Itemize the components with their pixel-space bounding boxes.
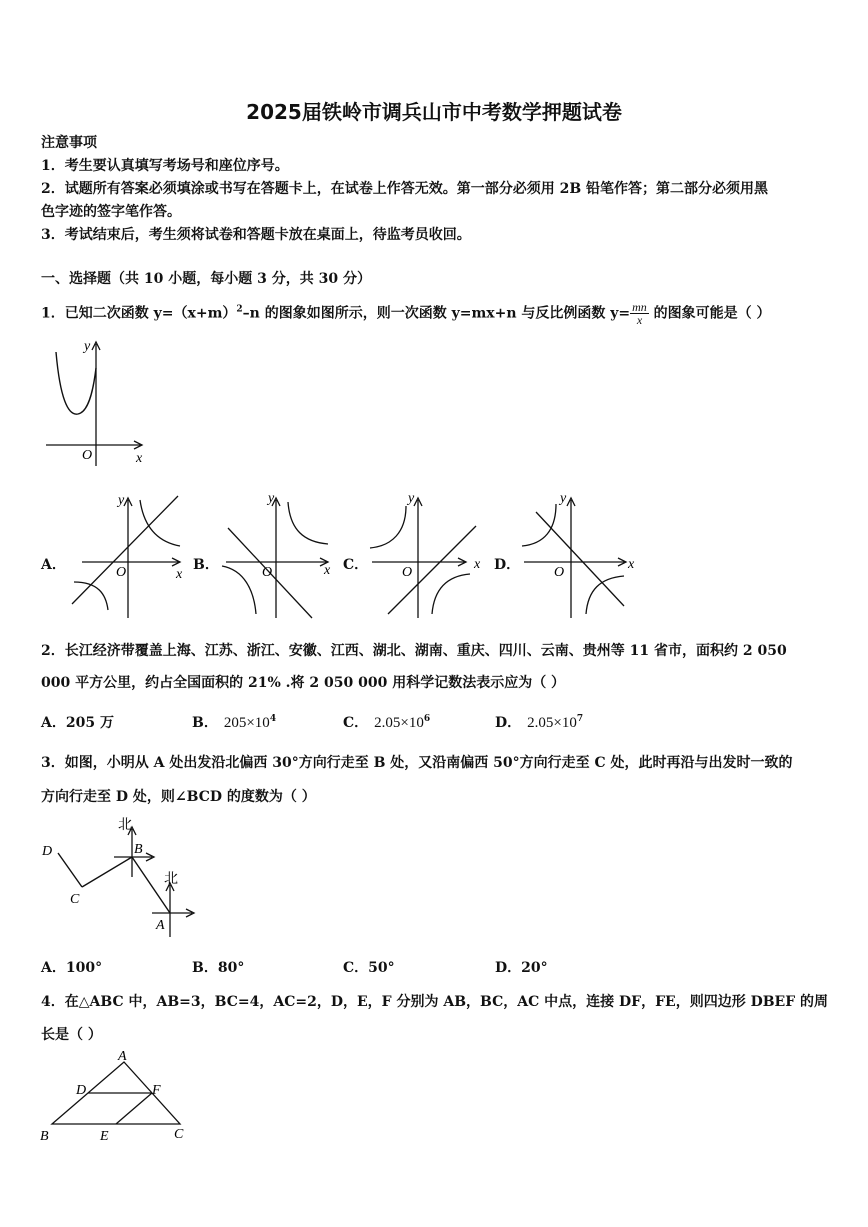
q1-option-b-graph	[216, 490, 336, 620]
q3-north-label-2: 北	[164, 872, 178, 887]
optC-y: y	[408, 491, 415, 506]
optD-y: y	[560, 491, 567, 506]
q1-option-b-label: B．	[193, 557, 219, 573]
q2-option-d-value: 2.05×10	[527, 715, 577, 731]
optA-y: y	[118, 493, 125, 508]
q4-point-c: C	[174, 1127, 184, 1142]
q3-option-d-label: D．	[495, 960, 522, 976]
q3-north-label-1: 北	[118, 818, 132, 833]
q3-option-a	[41, 957, 102, 977]
notice-item-2-cont: 色字迹的签字笔作答。	[41, 204, 181, 220]
q3-option-d-value: 20°	[521, 960, 548, 976]
q1-axis-y: y	[84, 339, 91, 354]
q1-option-a-label: A．	[41, 557, 66, 573]
q2-option-a-label: A．	[41, 715, 66, 731]
q3-option-d	[495, 957, 548, 977]
q2-option-a-value: 205 万	[65, 715, 114, 731]
q2-option-c-exp: 6	[423, 714, 431, 724]
q2-option-b	[192, 712, 276, 732]
q3-point-b: B	[134, 842, 143, 857]
q1-origin: O	[82, 448, 93, 463]
notice-heading: 注意事项	[41, 135, 97, 151]
q1-axis-x: x	[136, 451, 143, 466]
q4-point-d: D	[76, 1083, 87, 1098]
q4-triangle-figure	[38, 1048, 198, 1148]
q3-point-c: C	[70, 892, 80, 907]
q2-option-b-value: 205×10	[223, 715, 270, 731]
q1-option-d-label: D．	[494, 557, 521, 573]
q3-point-d: D	[42, 844, 53, 859]
q2-option-c-label: C．	[343, 715, 369, 731]
q2-option-d-exp: 7	[576, 714, 584, 724]
q2-option-b-exp: 4	[269, 714, 277, 724]
page-title: 2025届铁岭市调兵山市中考数学押题试卷	[246, 100, 622, 124]
optC-o: O	[402, 565, 413, 580]
section-heading: 一、选择题（共 10 小题，每小题 3 分，共 30 分）	[41, 271, 371, 287]
q4-point-b: B	[40, 1129, 49, 1144]
q2-option-c	[343, 712, 430, 732]
q1-text-b: –n 的图象如图所示，则一次函数 y=mx+n 与反比例函数 y=	[242, 305, 631, 322]
q1-exponent: 2	[236, 304, 243, 315]
q3-direction-figure	[40, 815, 200, 945]
optA-o: O	[116, 565, 127, 580]
question-3-line2: 方向行走至 D 处，则∠BCD 的度数为（ ）	[41, 789, 316, 805]
q1-parabola-graph	[44, 338, 154, 468]
q1-text-a: 已知二次函数 y=（x+m）	[64, 305, 237, 322]
question-number: 1．	[41, 305, 65, 322]
q1-text-c: 的图象可能是（ ）	[648, 305, 771, 322]
q2-text-1: 长江经济带覆盖上海、江苏、浙江、安徽、江西、湖北、湖南、重庆、四川、云南、贵州等 11 省市，面积约 2 050	[64, 643, 787, 659]
optA-x: x	[176, 567, 183, 582]
optB-o: O	[262, 565, 273, 580]
optB-y: y	[268, 491, 275, 506]
q3-option-b	[192, 957, 244, 977]
question-number: 3．	[41, 755, 65, 771]
q4-text-1: 在△ABC 中，AB=3，BC=4，AC=2，D，E，F 分别为 AB，BC，AC 中点，连接 DF，FE，则四边形 DBEF 的周	[64, 994, 829, 1010]
optC-x: x	[474, 557, 481, 572]
q2-option-d	[495, 712, 583, 732]
q2-option-d-label: D．	[495, 715, 522, 731]
q1-option-c-graph	[366, 490, 486, 620]
q3-option-b-label: B．	[192, 960, 218, 976]
q2-option-b-label: B．	[192, 715, 218, 731]
notice-item-2: 2．试题所有答案必须填涂或书写在答题卡上，在试卷上作答无效。第一部分必须用 2B 铅笔作答；第二部分必须用黑	[41, 181, 769, 197]
notice-item-1: 1．考生要认真填写考场号和座位序号。	[41, 158, 289, 174]
q2-option-a	[41, 712, 114, 732]
q3-option-a-value: 100°	[65, 960, 103, 976]
notice-item-3: 3．考试结束后，考生须将试卷和答题卡放在桌面上，待监考员收回。	[41, 227, 471, 243]
q1-frac-den: x	[636, 313, 643, 327]
question-2-line2: 000 平方公里，约占全国面积的 21% .将 2 050 000 用科学记数法表示应为（ ）	[41, 675, 566, 691]
q2-option-c-value: 2.05×10	[374, 715, 424, 731]
q3-option-b-value: 80°	[217, 960, 245, 976]
q4-point-f: F	[152, 1083, 161, 1098]
q4-point-a: A	[118, 1049, 127, 1064]
question-3-line1	[41, 752, 793, 772]
q3-text-1: 如图，小明从 A 处出发沿北偏西 30°方向行走至 B 处，又沿南偏西 50°方向行走至 C 处，此时再沿与出发时一致的	[64, 755, 793, 771]
q3-option-c-label: C．	[343, 960, 369, 976]
q1-option-d-graph	[516, 490, 646, 620]
question-number: 2．	[41, 643, 65, 659]
q3-option-c-value: 50°	[368, 960, 395, 976]
q1-option-a-graph	[68, 490, 188, 620]
question-1-text	[41, 301, 771, 326]
optB-x: x	[324, 563, 331, 578]
q1-fraction	[630, 301, 649, 326]
optD-o: O	[554, 565, 565, 580]
question-number: 4．	[41, 994, 65, 1010]
question-4-line2: 长是（ ）	[41, 1027, 102, 1043]
q1-option-c-label: C．	[343, 557, 369, 573]
q1-frac-num: mn	[632, 300, 647, 314]
question-2-line1	[41, 640, 787, 660]
q3-option-c	[343, 957, 395, 977]
q3-option-a-label: A．	[41, 960, 66, 976]
optD-x: x	[628, 557, 635, 572]
q4-point-e: E	[100, 1129, 109, 1144]
question-4-line1	[41, 991, 828, 1011]
q3-point-a: A	[156, 918, 165, 933]
